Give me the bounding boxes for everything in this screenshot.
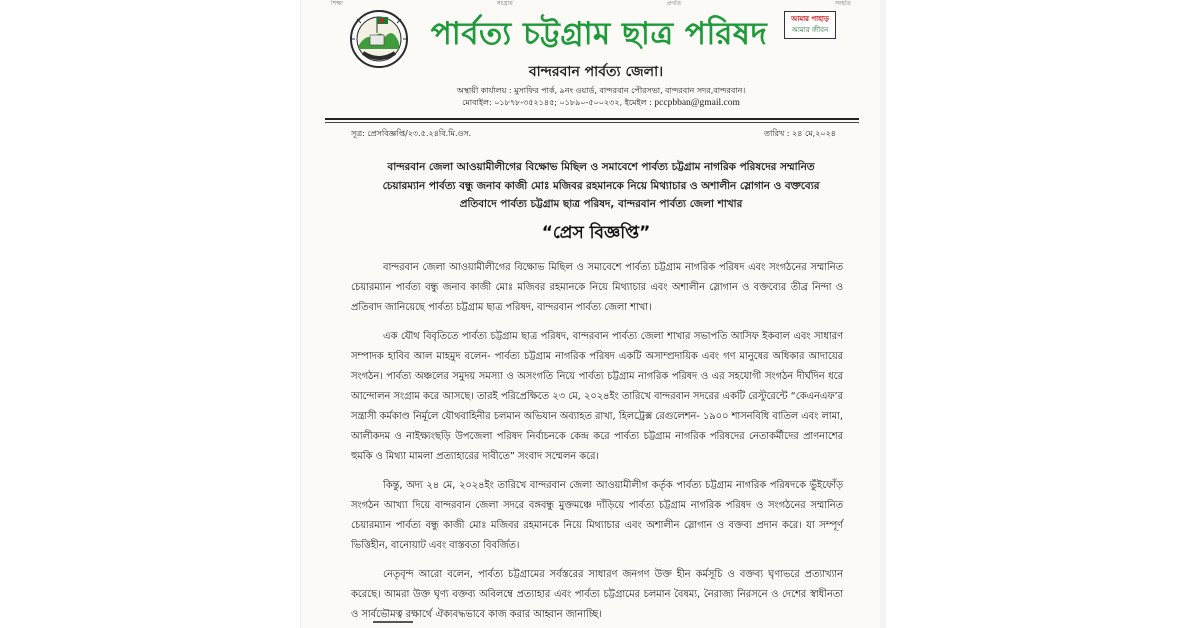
motto-word: সংগ্রাম [496, 0, 513, 7]
office-address [401, 85, 801, 109]
stamp-line-1: আমার পাহাড় [791, 15, 829, 23]
slogan-stamp [784, 11, 836, 39]
motto-word: প্রগতি [666, 0, 682, 7]
press-release-document [300, 0, 882, 628]
document-date: তারিখ : ২৪ মে,২০২৪ [763, 129, 836, 138]
stamp-line-2: আমার জীবন [791, 26, 829, 34]
page-edge [880, 0, 886, 628]
organization-logo-icon [349, 9, 409, 69]
paragraph: বান্দরবান জেলা আওয়ামীলীগের বিক্ষোভ মিছিল ও সমাবেশে পার্বত্য চট্টগ্রাম নাগরিক পরিষদ এবং সংগঠনের সম্মানিত চেয়ারম্যান পার্বত্য বন্ধু জনাব কাজী মোঃ মজিবর রহমানকে নিয়ে মিথ্যাচার এবং অশালীন স্লোগান ও বক্তব্যের তীব্র নিন্দা ও প্রতিবাদ জানিয়েছে পার্বত্য চট্টগ্রাম ছাত্র পরিষদ, বান্দরবান পার্বত্য জেলা শাখা। [351, 262, 843, 313]
paragraph: নেতৃবৃন্দ আরো বলেন, পার্বত্য চট্টগ্রামের সর্বস্তরের সাধারণ জনগণ উক্ত হীন কর্মসূচি ও বক্তব্য ঘৃণাভরে প্রত্যাখ্যান করেছে। আমরা উক্ত ঘৃণ্য বক্তব্য অবিলম্বে প্রত্যাহার এবং পার্বত্য চট্টগ্রামের চলমান বৈষম্য, নৈরাজ্য নিরসনে ও দেশের স্বাধীনতা ও সার্বভৌমত্ব রক্ষার্থে ঐক্যবদ্ধভাবে কাজ করার আহ্বান জানাচ্ছি। [351, 569, 843, 620]
paragraph: এক যৌথ বিবৃতিতে পার্বত্য চট্টগ্রাম ছাত্র পরিষদ, বান্দরবান পার্বত্য জেলা শাখার সভাপতি আসিফ ইকবাল এবং সাধারণ সম্পাদক হাবিব আল মাহমুদ বলেন- পার্বত্য চট্টগ্রাম নাগরিক পরিষদ একটি অসাম্প্রদায়িক এবং গণ মানুষের অধিকার আদায়ের সংগঠন। পার্বত্য অঞ্চলের সমুদয় সমস্যা ও অসংগতি নিয়ে পার্বত্য চট্টগ্রাম নাগরিক পরিষদ ও এর সহযোগী সংগঠন দীর্ঘদিন ধরে আন্দোলন সংগ্রাম করে আসছে। তারই পরিপ্রেক্ষিতে ২৩ মে, ২০২৪ইং তারিখে বান্দরবান সদরের একটি রেস্টুরেন্টে “কেএনএফ’র সন্ত্রাসী কর্মকাণ্ড নির্মূলে যৌথবাহিনীর চলমান অভিযান অব্যাহত রাখা, হিলট্রেক্স রেগুলেশন- ১৯০০ শাসনবিধি বাতিল এবং লামা, আলীকদম ও নাইক্ষ্যংছড়ি উপজেলা পরিষদ নির্বাচনকে কেন্দ্র করে পার্বত্য চট্টগ্রাম নাগরিক পরিষদের নেতাকর্মীদের প্রাণনাশের হুমকি ও মিথ্যা মামলা প্রত্যাহারের দাবীতে” সংবাদ সম্মেলন করে। [351, 331, 843, 462]
motto-word: শিক্ষা [331, 0, 343, 7]
organization-name: পার্বত্য চট্টগ্রাম ছাত্র পরিষদ [430, 16, 768, 52]
header-divider-thin [325, 122, 859, 123]
header-divider [325, 118, 859, 120]
district-name: বান্দরবান পার্বত্য জেলা। [528, 64, 664, 80]
motto-word: সংহতি [835, 0, 851, 7]
press-release-title: “প্রেস বিজ্ঞপ্তি” [541, 223, 651, 243]
contact-line [401, 97, 801, 109]
signature-trace [373, 621, 413, 623]
phone-line: মোবাইল: ০১৮৭৮-৩৫২১৪৫; ০১৮৯০-৫০০২৩২, ইমেইল : [462, 98, 652, 107]
motto-strip [331, 0, 851, 8]
email-link[interactable]: pccpbban@gmail.com [654, 98, 740, 108]
paragraph: কিন্তু, অদ্য ২৪ মে, ২০২৪ইং তারিখে বান্দরবান জেলা আওয়ামীলীগ কর্তৃক পার্বত্য চট্টগ্রাম নাগরিক পরিষদকে ভুঁইফোঁড় সংগঠন আখ্যা দিয়ে বান্দরবান জেলা সদরে বঙ্গবন্ধু মুক্তমঞ্চে দাঁড়িয়ে পার্বত্য চট্টগ্রাম নাগরিক পরিষদ ও সংগঠনের সম্মানিত চেয়ারম্যান পার্বত্য বন্ধু কাজী মোঃ মজিবর রহমানকে নিয়ে মিথ্যাচার এবং অশালীন স্লোগান ও বক্তব্য প্রদান করে। যা সম্পূর্ণ ভিত্তিহীন, বানোয়াট এবং বাস্তবতা বিবর্জিত। [351, 480, 843, 551]
address-line: অস্থায়ী কার্যালয় : মুসাফির পার্ক, ৯নং ওয়ার্ড, বান্দরবান পৌরসভা, বান্দরবান সদর,বান্দরবান। [456, 86, 746, 95]
subject-heading: বান্দরবান জেলা আওয়ামীলীগের বিক্ষোভ মিছিল ও সমাবেশে পার্বত্য চট্টগ্রাম নাগরিক পরিষদের সম্মানিত চেয়ারম্যান পার্বত্য বন্ধু জনাব কাজী মোঃ মজিবর রহমানকে নিয়ে মিথ্যাচার ও অশালীন স্লোগান ও বক্তব্যের প্রতিবাদে পার্বত্য চট্টগ্রাম ছাত্র পরিষদ, বান্দরবান পার্বত্য জেলা শাখার [382, 161, 820, 210]
body-text [351, 258, 843, 628]
reference-number: সূত্র: প্রেসবিজ্ঞপ্তি/২৩.৫.২৪বি.মি.ওস. [351, 129, 472, 138]
